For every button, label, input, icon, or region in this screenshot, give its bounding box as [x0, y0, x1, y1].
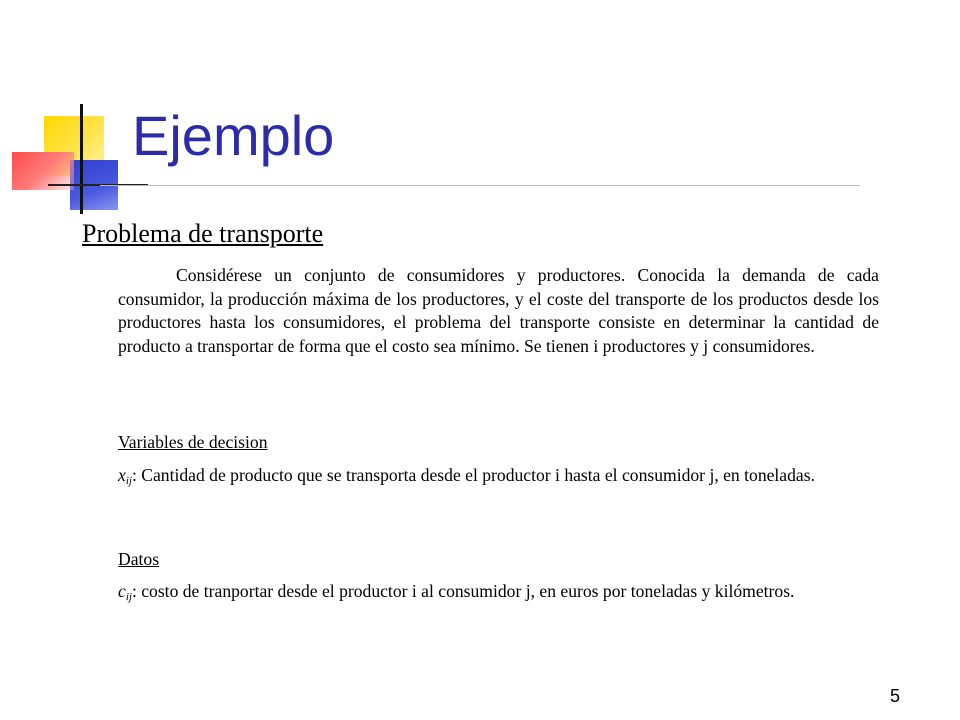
slide-subtitle: Problema de transporte	[82, 219, 324, 248]
variable-symbol: $x_{ij}$	[118, 465, 132, 487]
datos-definition	[118, 580, 879, 604]
variables-definition	[118, 464, 879, 488]
page-number: 5	[889, 686, 900, 706]
datos-symbol: $c_{ij}$	[118, 581, 132, 603]
variable-description: : Cantidad de producto que se transporta desde el productor i hasta el consumidor j, en toneladas.	[131, 465, 815, 485]
title-underline-rule	[100, 185, 860, 186]
datos-heading: Datos	[118, 549, 160, 569]
intro-paragraph: Considérese un conjunto de consumidores y productores. Conocida la demanda de cada consumidor, la producción máxima de los productores, y el coste del transporte de los productos desde los productores hasta los consumidores, el problema del transporte consiste en determinar la cantidad de producto a transportar de forma que el costo sea mínimo. Se tienen i productores y j consumidores.	[118, 265, 879, 356]
variables-heading: Variables de decision	[118, 432, 268, 452]
decor-vertical-line	[80, 104, 83, 214]
datos-description: : costo de tranportar desde el productor i al consumidor j, en euros por toneladas y kilómetros.	[131, 581, 795, 601]
slide-title: Ejemplo	[132, 104, 335, 167]
